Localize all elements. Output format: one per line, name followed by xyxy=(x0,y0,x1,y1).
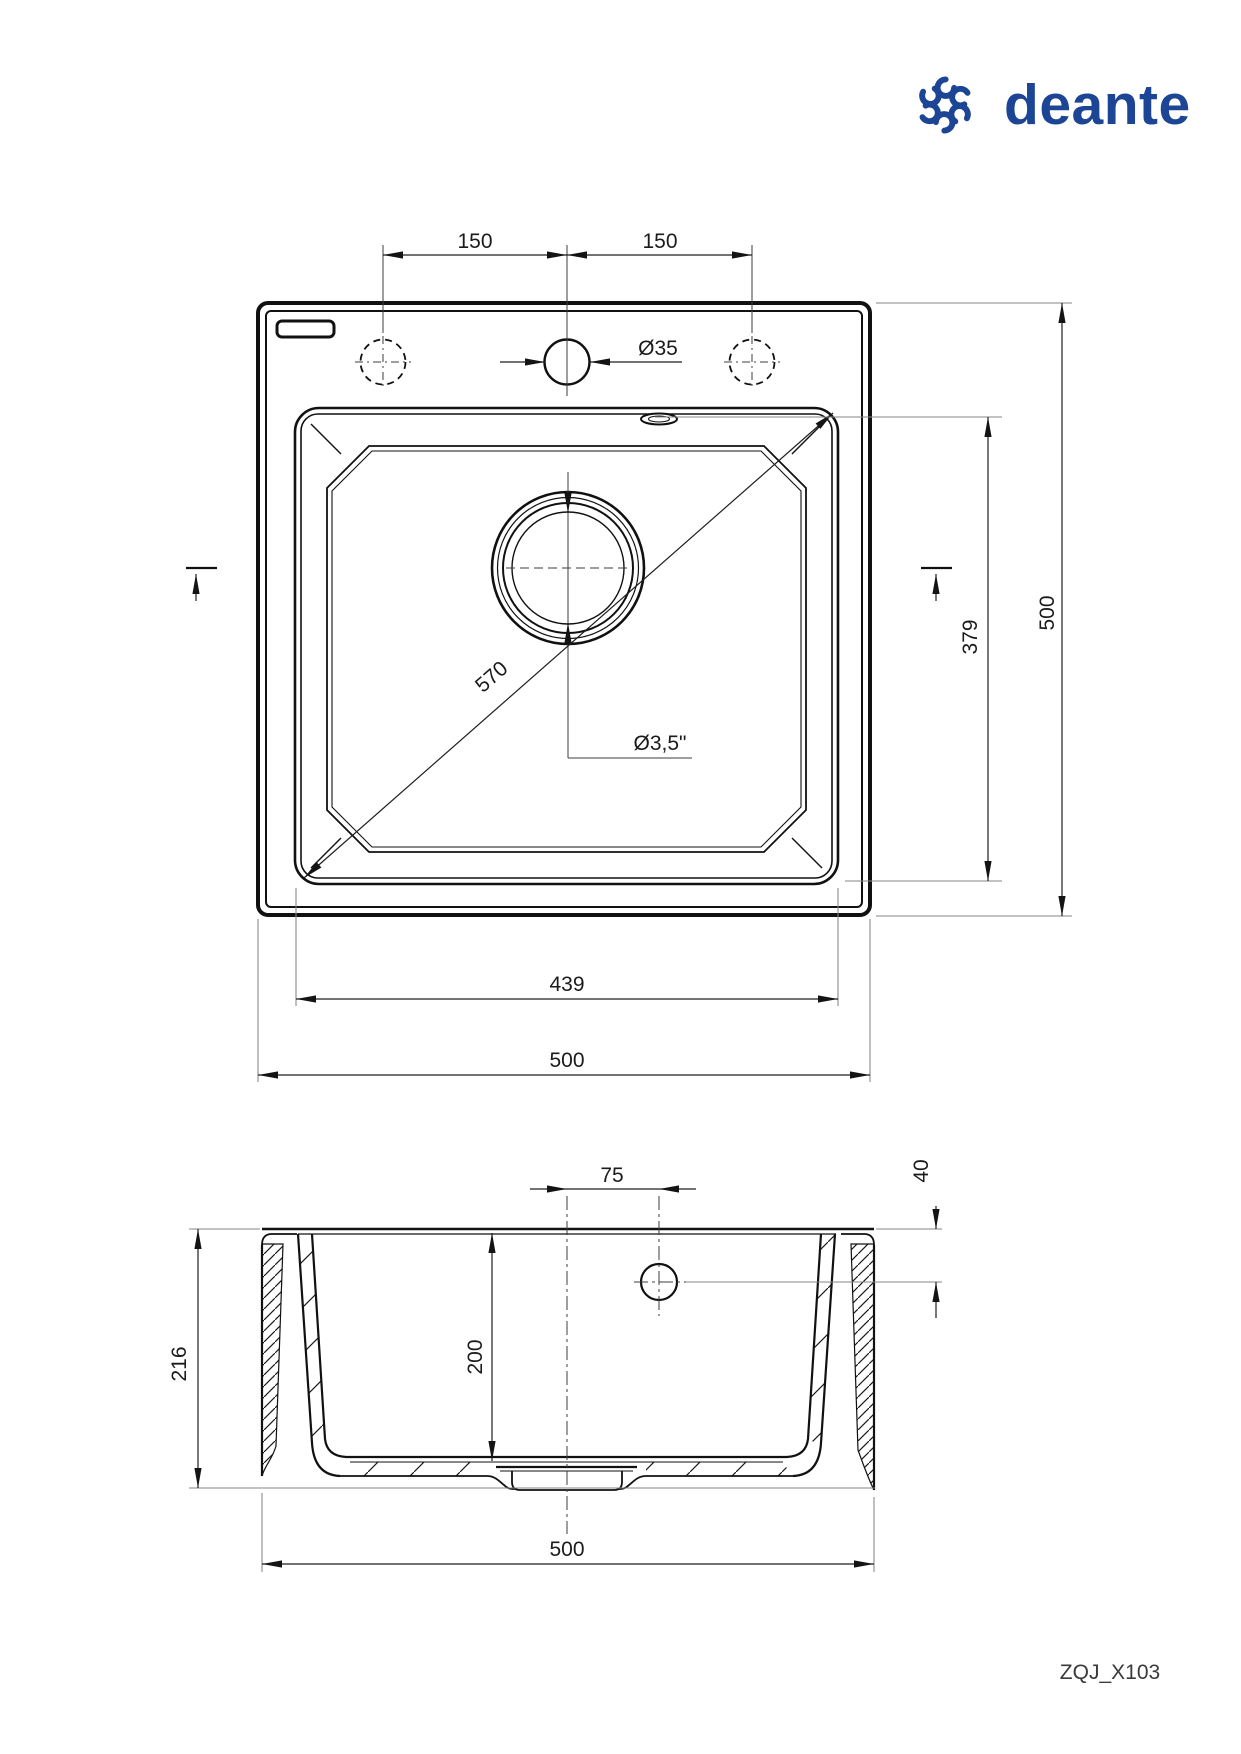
left-wall-section xyxy=(262,1244,283,1476)
bowl-floor-outer xyxy=(327,446,806,852)
left-shell-hatch xyxy=(298,1234,326,1444)
brand-plate xyxy=(277,321,334,337)
section-centerlines xyxy=(567,1196,942,1534)
brand-name: deante xyxy=(1004,73,1191,137)
sink-outer-edge xyxy=(258,303,870,915)
top-view-dimensions xyxy=(258,255,1072,1082)
section-outline xyxy=(262,1229,874,1490)
floor-hatch-right xyxy=(646,1462,792,1476)
dim-faucet-diameter: Ø35 xyxy=(638,337,678,360)
dim-drain-diameter: Ø3,5" xyxy=(633,732,687,755)
dim-overflow-below-top: 40 xyxy=(910,1159,933,1183)
overflow-hole-top xyxy=(641,414,677,425)
dim-bowl-diagonal: 570 xyxy=(470,656,513,698)
dim-total-height: 216 xyxy=(168,1346,191,1382)
floor-hatch-left xyxy=(341,1462,487,1476)
dim-section-width: 500 xyxy=(549,1538,585,1561)
bowl-rim-outer xyxy=(295,408,838,884)
dim-overflow-offset: 75 xyxy=(600,1164,624,1187)
top-view xyxy=(186,230,1072,1082)
dim-bowl-length: 379 xyxy=(959,619,982,655)
dim-overall-width: 500 xyxy=(549,1049,585,1072)
dim-hole-spacing-left: 150 xyxy=(457,230,493,253)
right-shell-hatch xyxy=(808,1234,835,1444)
dim-bowl-depth: 200 xyxy=(464,1339,487,1375)
model-code: ZQJ_X103 xyxy=(1059,1661,1161,1684)
bowl-floor-inner xyxy=(332,451,801,847)
brand-logo xyxy=(921,73,1191,137)
dim-hole-spacing-right: 150 xyxy=(642,230,678,253)
right-wall-section xyxy=(851,1244,874,1490)
deante-flower-icon xyxy=(921,78,969,132)
section-view xyxy=(168,1159,942,1572)
dim-overall-depth: 500 xyxy=(1036,595,1059,631)
hole-centerlines xyxy=(355,245,780,396)
sink-inner-edge xyxy=(266,311,862,907)
dim-bowl-width: 439 xyxy=(549,973,585,996)
